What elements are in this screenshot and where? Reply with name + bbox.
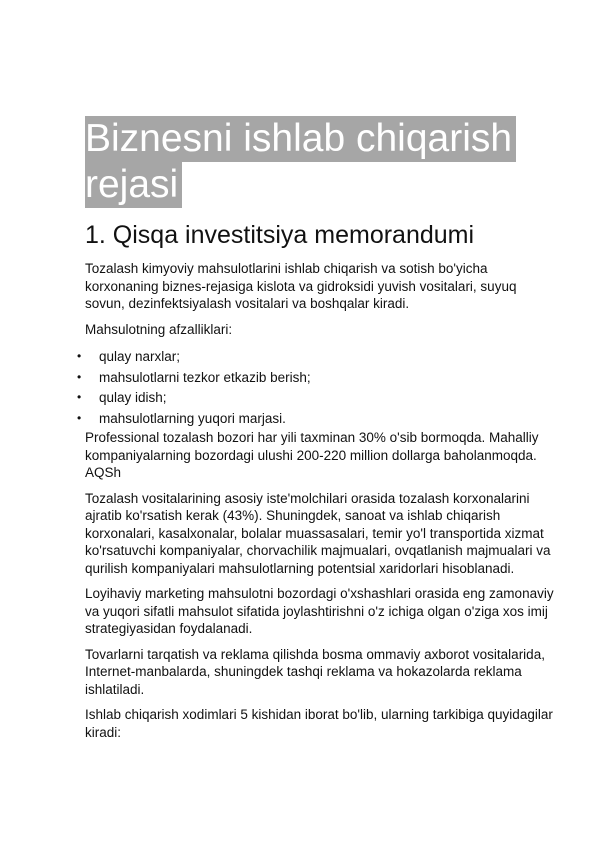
list-item-text: qulay narxlar; bbox=[99, 349, 181, 364]
bullet-icon: • bbox=[77, 390, 82, 404]
document-title bbox=[85, 116, 555, 208]
paragraph-intro: Tozalash kimyoviy mahsulotlarini ishlab chiqarish va sotish bo'yicha korxonaning biznes-rejasiga kislota va gidroksidi yuvish vositalari, suyuq sovun, dezinfektsiyalash vositalari va boshqalar kiradi. bbox=[85, 261, 517, 311]
paragraph-advertising: Tovarlarni tarqatish va reklama qilishda bosma ommaviy axborot vositalarida, Internet-manbalarda, shuningdek tashqi reklama va hokazolarda reklama ishlatiladi. bbox=[85, 646, 545, 697]
bullet-icon: • bbox=[77, 410, 82, 425]
document-page bbox=[77, 116, 555, 749]
section-heading: 1. Qisqa investitsiya memorandumi bbox=[85, 221, 475, 249]
bullet-icon: • bbox=[77, 349, 82, 363]
paragraph-advantages-label: Mahsulotning afzalliklari: bbox=[85, 321, 233, 337]
list-item-text: mahsulotlarning yuqori marjasi. bbox=[99, 410, 286, 426]
advantages-list bbox=[77, 348, 555, 427]
paragraph-staff: Ishlab chiqarish xodimlari 5 kishidan iborat bo'lib, ularning tarkibiga quyidagilar kiradi: bbox=[85, 707, 553, 740]
paragraph-marketing: Loyihaviy marketing mahsulotni bozordagi o'xshashlari orasida eng zamonaviy va yuqori sifatli mahsulot sifatida joylashtirishni o'z ichiga olgan o'ziga xos imij strategiyasidan foydalanadi. bbox=[85, 586, 554, 636]
title-line-1: Biznesni ishlab chiqarish bbox=[85, 116, 516, 162]
paragraph-consumers: Tozalash vositalarining asosiy iste'molchilari orasida tozalash korxonalarini ajratib ko'rsatish kerak (43%). Shuningdek, sanoat va ishlab chiqarish korxonalari, kasalxonalar, bolalar muassasalari, temir yo'l transportida xizmat ko'rsatuvchi kompaniyalar, chorvachilik majmualari, ovqatlanish majmualari va qurilish kompaniyalari mahsulotlarning potentsial xaridorlari hisoblanadi. bbox=[85, 490, 551, 576]
list-item bbox=[77, 348, 555, 366]
title-line-2: rejasi bbox=[85, 162, 182, 208]
list-item bbox=[77, 369, 555, 387]
list-item bbox=[77, 410, 555, 428]
bullet-icon: • bbox=[77, 369, 82, 384]
paragraph-market: Professional tozalash bozori har yili taxminan 30% o'sib bormoqda. Mahalliy kompaniyalarning bozordagi ulushi 200-220 million dollarga baholanmoqda. AQSh bbox=[85, 430, 539, 480]
list-item-text: qulay idish; bbox=[99, 390, 167, 405]
list-item bbox=[77, 389, 555, 407]
list-item-text: mahsulotlarni tezkor etkazib berish; bbox=[99, 369, 311, 385]
